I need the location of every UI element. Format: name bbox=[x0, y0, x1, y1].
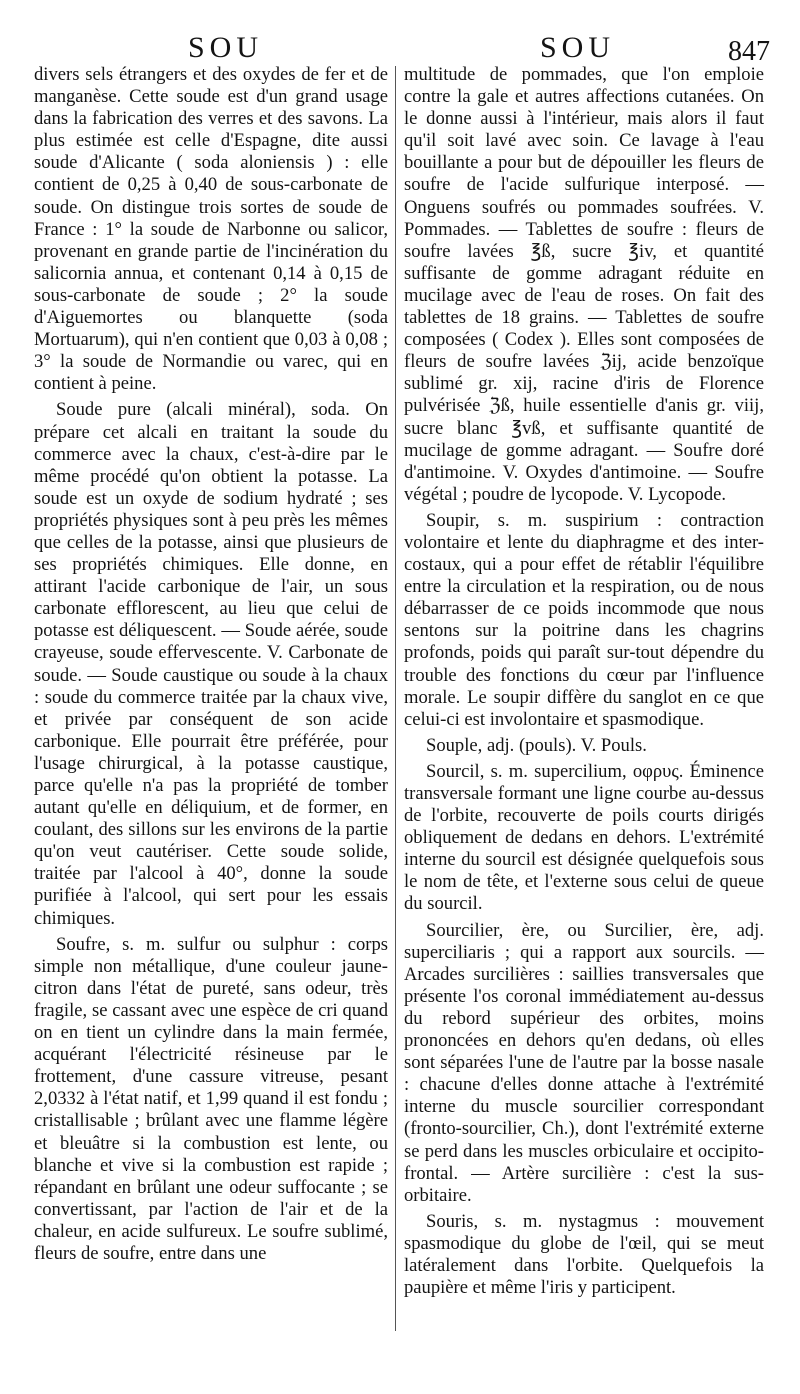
running-head-left: SOU bbox=[188, 31, 264, 64]
right-column bbox=[404, 64, 764, 1303]
entry-soufre: Soufre, s. m. sulfur ou sulphur : corps simple non métallique, d'une couleur jaune-citron dans l'état de pureté, sans odeur, très fragile, se cassant avec une espèce de cri quand on en tient un cylindre dans la main fermée, acquérant l'électricité résineuse par le frottement, d'une cassure vitreuse, pesant 2,0332 à l'état natif, et 1,99 quand il est fondu ; cristallisable ; brûlant avec une flamme légère et bleuâtre si la combustion est lente, ou blanche et vive si la combustion est rapide ; répandant en brûlant une odeur suffocante ; se convertissant, par l'action de l'air et de la chaleur, en acide sulfureux. Le soufre sublimé, fleurs de soufre, entre dans une bbox=[34, 933, 388, 1264]
page-number: 847 bbox=[728, 36, 770, 67]
entry-souris: Souris, s. m. nystagmus : mouvement spasmodique du globe de l'œil, qui se meut latéralement dans l'orbite. Quelquefois la paupière et même l'iris y participent. bbox=[404, 1210, 764, 1299]
paragraph-soufre-continued: multitude de pommades, que l'on emploie contre la gale et autres affections cutanées. On le donne aussi à l'intérieur, mais alors il faut qu'il soit lavé avec soin. Ce lavage à l'eau bouillante a pour but de dépouiller les fleurs de soufre de l'acide sulfurique interposé. — Onguens soufrés ou pommades soufrées. V. Pommades. — Tablettes de soufre : fleurs de soufre lavées ℥ß, sucre ℥iv, et quantité suffisante de gomme adragant réduite en mucilage avec de l'eau de roses. On fait des tablettes de 18 grains. — Tablettes de soufre composées ( Codex ). Elles sont composées de fleurs de soufre lavées ℨij, acide benzoïque sublimé gr. xij, racine d'iris de Florence pulvérisée ℨß, huile essentielle d'anis gr. viij, sucre blanc ℥vß, et suffisante quantité de mucilage de gomme adragant. — Soufre doré d'antimoine. V. Oxydes d'antimoine. — Soufre végétal ; poudre de lycopode. V. Lycopode. bbox=[404, 64, 764, 505]
running-head-right: SOU bbox=[540, 31, 616, 64]
left-column bbox=[34, 64, 388, 1269]
entry-soupir: Soupir, s. m. suspirium : contraction volontaire et lente du diaphragme et des inter-costaux, qui a pour effet de rétablir l'équilibre entre la circulation et la respiration, ou de nous débarrasser de ce poids incommode que nous sentons sur la poitrine dans les chagrins profonds, poids qui paraît sur-tout dépendre du trouble des fonctions du cœur par l'influence morale. Le soupir diffère du sanglot en ce que celui-ci est involontaire et spasmodique. bbox=[404, 509, 764, 730]
column-divider bbox=[395, 66, 396, 1331]
entry-sourcilier: Sourcilier, ère, ou Surcilier, ère, adj. superciliaris ; qui a rapport aux sourcils. — Arcades surcilières : saillies transversales que présente l'os coronal immédiatement au-dessus du rebord supérieur des orbites, moins prononcées en dehors qu'en dedans, où elles sont séparées l'une de l'autre par la bosse nasale : chacune d'elles donne attache à l'extrémité interne du muscle sourcilier correspondant (fronto-sourcilier, Ch.), dont l'extrémité externe se perd dans les muscles orbiculaire et occipito-frontal. — Artère surcilière : c'est la sus-orbitaire. bbox=[404, 919, 764, 1206]
entry-souple: Souple, adj. (pouls). V. Pouls. bbox=[426, 734, 647, 756]
paragraph-soude-continued: divers sels étrangers et des oxydes de fer et de manganèse. Cette soude est d'un grand usage dans la fabrication des verres et des savons. La plus estimée est celle d'Espagne, dite aussi soude d'Alicante ( soda aloniensis ) : elle contient de 0,25 à 0,40 de sous-carbonate de soude. On distingue trois sortes de soude de France : 1° la soude de Narbonne ou salicor, provenant en grande partie de l'incinération du salicornia annua, et contenant 0,14 à 0,15 de sous-carbonate de soude ; 2° la soude d'Aiguemortes ou blanquette (soda Mortuarum), qui n'en contient que 0,03 à 0,08 ; 3° la soude de Normandie ou varec, qui en contient à peine. bbox=[34, 64, 388, 395]
entry-sourcil: Sourcil, s. m. supercilium, οφρυς. Éminence transversale formant une ligne courbe au-dessus de l'orbite, recouverte de poils courts dirigés obliquement de dedans en dehors. L'extrémité interne du sourcil est désignée quelquefois sous le nom de tête, et l'externe sous celui de queue du sourcil. bbox=[404, 760, 764, 915]
entry-soude-pure: Soude pure (alcali minéral), soda. On prépare cet alcali en traitant la soude du commerce avec la chaux, c'est-à-dire par le même procédé qu'on obtient la potasse. La soude est un oxyde de sodium hydraté ; ses propriétés physiques sont à peu près les mêmes que celles de la potasse, ainsi que plusieurs de ses propriétés chimiques. Elle donne, en attirant l'acide carbonique de l'air, un sous carbonate efflorescent, au lieu que celui de potasse est déliquescent. — Soude aérée, soude crayeuse, soude effervescente. V. Carbonate de soude. — Soude caustique ou soude à la chaux : soude du commerce traitée par la chaux vive, et privée par conséquent de son acide carbonique. Elle pourrait être préférée, pour l'usage chirurgical, à la potasse caustique, parce qu'elle n'a pas la propriété de tomber autant qu'elle en déliquium, et de former, en coulant, des sillons sur les environs de la partie qu'on veut cautériser. Cette soude solide, traitée par l'alcool à 40°, donne la soude purifiée à l'alcool, qui sert pour les essais chimiques. bbox=[34, 399, 388, 929]
